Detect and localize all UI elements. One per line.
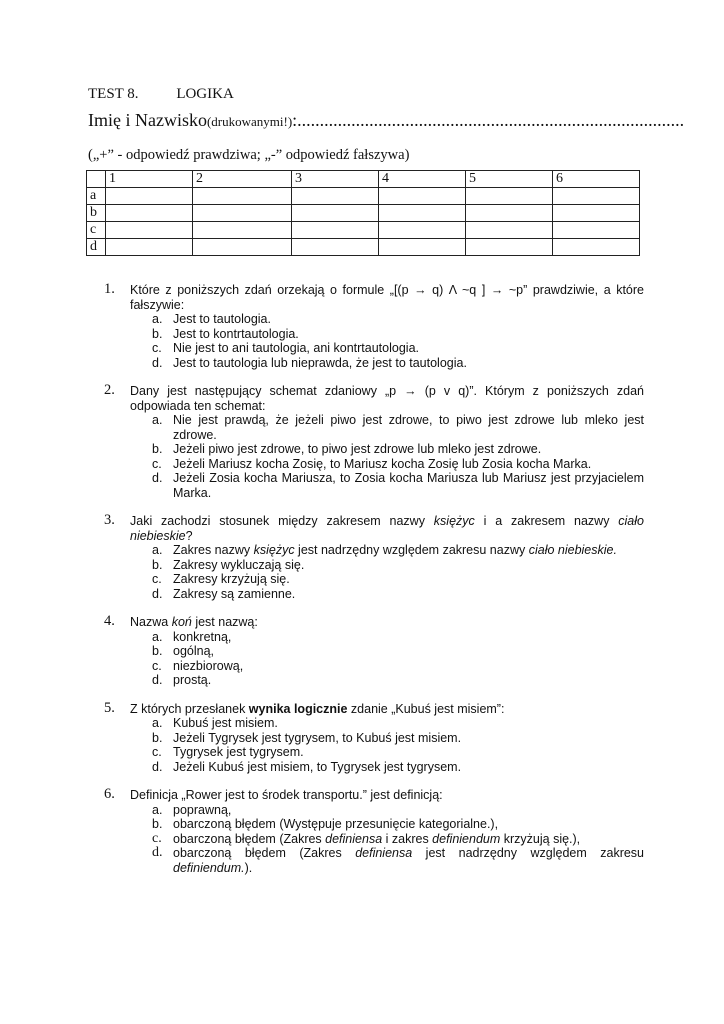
option-letter: b. (152, 326, 163, 341)
option-letter: a. (152, 716, 163, 730)
option-letter: d. (152, 355, 163, 370)
option-list (152, 543, 644, 601)
test-label: TEST 8. (88, 86, 139, 102)
answer-table-col-header: 2 (193, 171, 292, 188)
question-number: 5. (104, 699, 115, 716)
text-part: zdanie „Kubuś jest misiem”: (347, 701, 505, 716)
option-text: obarczoną błędem (Występuje przesunięcie kategorialne.), (173, 817, 499, 831)
option-text: prostą. (173, 673, 212, 687)
name-field-line[interactable] (88, 110, 684, 131)
answer-cell[interactable] (193, 239, 292, 256)
subject-label: LOGIKA (176, 86, 234, 102)
text-part: ). (244, 860, 253, 875)
option-text: Jeżeli Kubuś jest misiem, to Tygrysek jest tygrysem. (173, 759, 462, 774)
option-item (152, 803, 644, 818)
option-item (152, 673, 644, 688)
answer-table (86, 170, 640, 256)
name-label: Imię i Nazwisko (88, 110, 207, 130)
answer-table-row-header: c (87, 222, 106, 239)
option-letter: c. (152, 341, 162, 355)
option-letter: d. (152, 471, 163, 485)
option-item (152, 471, 644, 500)
answer-cell[interactable] (553, 222, 640, 239)
option-item (152, 356, 644, 371)
question-4 (104, 615, 644, 688)
option-letter: a. (152, 802, 163, 817)
question-2 (104, 384, 644, 500)
option-item (152, 341, 644, 356)
option-text: ogólną, (173, 644, 215, 658)
text-part-italic: księżyc (253, 543, 295, 557)
answer-legend: („+” - odpowiedź prawdziwa; „-” odpowiedź fałszywa) (88, 147, 410, 163)
answer-cell[interactable] (193, 188, 292, 205)
answer-table-row (87, 188, 640, 205)
option-list (152, 803, 644, 876)
option-item (152, 327, 644, 342)
option-letter: b. (152, 644, 163, 658)
question-3 (104, 514, 644, 601)
answer-table-row (87, 239, 640, 256)
option-letter: b. (152, 730, 163, 745)
question-text (130, 615, 644, 630)
text-part: i a zakresem nazwy (474, 514, 619, 528)
option-text: Jest to tautologia. (173, 312, 271, 326)
option-letter: c. (152, 830, 162, 846)
option-item (152, 716, 644, 731)
option-text: Tygrysek jest tygrysem. (173, 745, 304, 759)
answer-table-col-header: 1 (106, 171, 193, 188)
question-text (130, 702, 644, 717)
option-text: konkretną, (173, 629, 232, 644)
option-letter: d. (152, 586, 163, 601)
option-text: Jeżeli Tygrysek jest tygrysem, to Kubuś jest misiem. (173, 730, 462, 745)
text-part-italic: księżyc (433, 514, 475, 528)
option-item (152, 731, 644, 746)
name-note: (drukowanymi!) (206, 114, 293, 129)
answer-cell[interactable] (379, 188, 466, 205)
option-item (152, 760, 644, 775)
option-letter: d. (152, 759, 163, 774)
option-text: Kubuś jest misiem. (173, 716, 278, 730)
answer-cell[interactable] (379, 239, 466, 256)
option-text: Jest to kontrtautologia. (173, 326, 299, 341)
answer-table-row (87, 205, 640, 222)
option-item (152, 558, 644, 573)
answer-cell[interactable] (106, 222, 193, 239)
text-part: Nazwa (130, 615, 172, 629)
test-header (88, 86, 234, 103)
text-part: krzyżują się.), (500, 831, 581, 846)
question-6 (104, 788, 644, 875)
answer-table-col-header: 4 (379, 171, 466, 188)
answer-cell[interactable] (292, 239, 379, 256)
text-part: i zakres (382, 831, 433, 846)
question-number: 1. (104, 281, 115, 297)
question-5 (104, 699, 644, 775)
option-letter: a. (152, 312, 163, 326)
answer-cell[interactable] (466, 222, 553, 239)
question-number: 2. (104, 382, 115, 398)
text-part: Zakres nazwy (173, 543, 254, 557)
option-text: Jeżeli Zosia kocha Mariusza, to Zosia kocha Mariusza lub Mariusz jest przyjacielem Marka. (173, 471, 644, 500)
text-part: jest nazwą: (191, 615, 258, 629)
text-part-italic: definiendum. (173, 860, 245, 875)
option-text: Nie jest to ani tautologia, ani kontrtautologia. (173, 341, 419, 355)
option-letter: c. (152, 456, 162, 471)
option-text: poprawną, (173, 802, 232, 817)
text-part-bold: wynika logicznie (248, 701, 348, 716)
option-item (152, 832, 644, 847)
answer-table-row-header: a (87, 188, 106, 205)
question-text: Definicja „Rower jest to środek transportu.” jest definicją: (130, 788, 443, 802)
answer-cell[interactable] (379, 222, 466, 239)
answer-cell[interactable] (553, 188, 640, 205)
answer-table-row-header: d (87, 239, 106, 256)
option-letter: b. (152, 442, 163, 456)
answer-table-header-row (87, 171, 640, 188)
option-letter: c. (152, 658, 162, 673)
text-part: Z których przesłanek (130, 701, 249, 716)
option-list (152, 413, 644, 500)
text-part: obarczoną błędem (Zakres (173, 846, 356, 860)
option-item (152, 817, 644, 832)
text-part-italic: ciało niebieskie (130, 514, 644, 543)
option-letter: c. (152, 745, 162, 759)
option-item (152, 630, 644, 645)
option-list (152, 312, 644, 370)
option-list (152, 630, 644, 688)
question-text: Dany jest następujący schemat zdaniowy „p → (p v q)”. Którym z poniższych zdań odpowiada ten schemat: (130, 384, 644, 413)
answer-cell[interactable] (466, 205, 553, 222)
option-text: Jeżeli Mariusz kocha Zosię, to Mariusz kocha Zosię lub Zosia kocha Marka. (173, 456, 592, 471)
option-letter: b. (152, 817, 163, 831)
text-part-italic: definiensa (355, 846, 413, 860)
answer-table-row (87, 222, 640, 239)
answer-cell[interactable] (466, 188, 553, 205)
answer-cell[interactable] (292, 188, 379, 205)
option-letter: c. (152, 572, 162, 586)
option-item (152, 312, 644, 327)
option-letter: d. (152, 845, 163, 860)
option-item (152, 457, 644, 472)
option-item (152, 572, 644, 587)
option-text: Zakresy wykluczają się. (173, 557, 305, 572)
option-letter: a. (152, 543, 163, 557)
option-text: Nie jest prawdą, że jeżeli piwo jest zdrowe, to piwo jest zdrowe lub mleko jest zdrowe. (173, 413, 644, 442)
option-item (152, 587, 644, 602)
option-text: Jest to tautologia lub nieprawda, że jest to tautologia. (173, 355, 467, 370)
question-number: 6. (104, 786, 115, 802)
text-part-italic: koń (171, 615, 192, 629)
answer-cell[interactable] (379, 205, 466, 222)
option-text: Zakresy są zamienne. (173, 586, 296, 601)
answer-table-col-header: 3 (292, 171, 379, 188)
option-letter: a. (152, 413, 163, 427)
option-item (152, 442, 644, 457)
name-dots: :...................................................................................... (292, 110, 685, 130)
answer-cell[interactable] (193, 222, 292, 239)
option-item (152, 644, 644, 659)
answer-cell[interactable] (292, 222, 379, 239)
answer-table-row-header: b (87, 205, 106, 222)
text-part: jest nadrzędny względem zakresu (412, 846, 645, 860)
option-text: Jeżeli piwo jest zdrowe, to piwo jest zdrowe lub mleko jest zdrowe. (173, 442, 542, 456)
text-part: Jaki zachodzi stosunek między zakresem nazwy (130, 514, 434, 528)
answer-cell[interactable] (106, 205, 193, 222)
answer-cell[interactable] (466, 239, 553, 256)
option-item (152, 413, 644, 442)
answer-cell[interactable] (553, 205, 640, 222)
answer-cell[interactable] (553, 239, 640, 256)
answer-cell[interactable] (106, 239, 193, 256)
option-letter: b. (152, 557, 163, 572)
answer-table-col-header: 5 (466, 171, 553, 188)
option-item (152, 543, 644, 558)
option-text: Zakresy krzyżują się. (173, 572, 290, 586)
option-item (152, 846, 644, 875)
option-letter: d. (152, 673, 163, 687)
answer-cell[interactable] (106, 188, 193, 205)
text-part-italic: definiendum (432, 831, 501, 846)
text-part-italic: definiensa (325, 831, 383, 846)
option-letter: a. (152, 629, 163, 644)
option-list (152, 716, 644, 774)
text-part-italic: ciało niebieskie. (528, 543, 617, 557)
answer-table-corner (87, 171, 106, 188)
answer-cell[interactable] (193, 205, 292, 222)
option-item (152, 659, 644, 674)
text-part: jest nadrzędny względem zakresu nazwy (294, 543, 529, 557)
question-text: Które z poniższych zdań orzekają o formule „[(p → q) Λ ~q ] → ~p” prawdziwie, a które fałszywie: (130, 283, 644, 312)
question-number: 4. (104, 613, 115, 629)
question-1 (104, 283, 644, 370)
option-text: niezbiorową, (173, 658, 244, 673)
question-list (104, 283, 644, 889)
question-number: 3. (104, 512, 115, 528)
text-part: ? (185, 528, 193, 543)
text-part: obarczoną błędem (Zakres (173, 831, 326, 846)
answer-cell[interactable] (292, 205, 379, 222)
question-text (130, 514, 644, 543)
answer-table-col-header: 6 (553, 171, 640, 188)
option-item (152, 745, 644, 760)
